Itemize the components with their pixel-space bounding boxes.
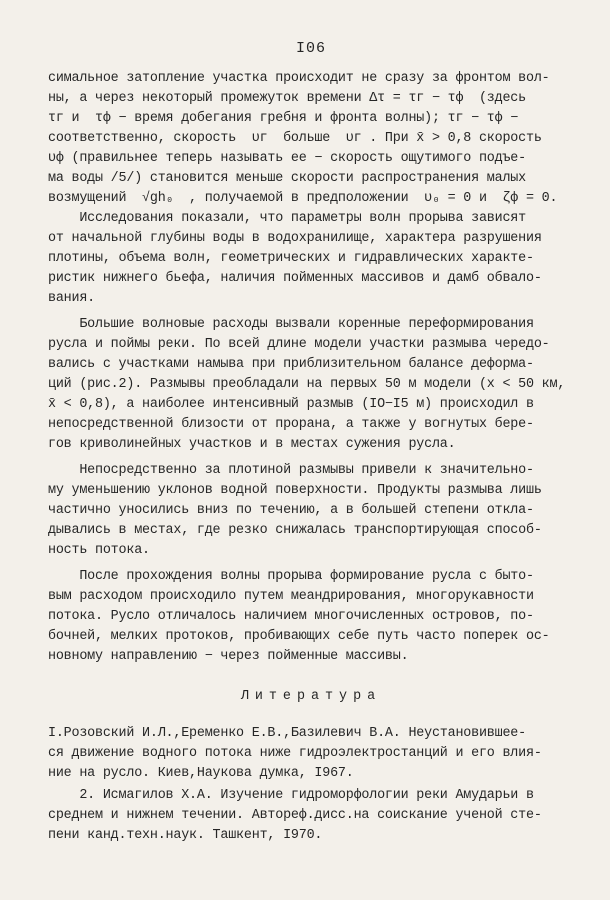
paragraph-3	[48, 315, 574, 455]
paragraph-4	[48, 461, 574, 561]
text-line: Исследования показали, что параметры волн прорыва зависят	[48, 211, 526, 226]
paragraph-2	[48, 209, 574, 309]
page-number: I06	[295, 40, 326, 57]
text-line: дывались в местах, где резко снижалась транспортирующая способ-	[48, 523, 542, 538]
text-line: вым расходом происходило путем меандрирования, многорукавности	[48, 589, 534, 604]
text-line: x̄ < 0,8), а наиболее интенсивный размыв (IO−I5 м) происходил в	[48, 397, 534, 412]
text-line: ние на русло. Киев,Наукова думка, I967.	[48, 766, 354, 781]
text-line: ность потока.	[48, 543, 150, 558]
text-line: ций (рис.2). Размывы преобладали на первых 50 м модели (x < 50 км,	[48, 377, 566, 392]
text-line: гов криволинейных участков и в местах сужения русла.	[48, 437, 456, 452]
text-line: новному направлению − через пойменные массивы.	[48, 649, 409, 664]
text-line: русла и поймы реки. По всей длине модели участки размыва чередо-	[48, 337, 550, 352]
text-line: потока. Русло отличалось наличием многочисленных островов, по-	[48, 609, 534, 624]
text-line: симальное затопление участка происходит не сразу за фронтом вол-	[48, 71, 550, 86]
text-line: Большие волновые расходы вызвали коренные переформирования	[48, 317, 534, 332]
text-line: ны, а через некоторый промежуток времени Δτ = τг − τф (здесь	[48, 91, 526, 106]
reference-2	[48, 786, 574, 846]
literature-heading: Литература	[240, 689, 382, 704]
text-line: непосредственной близости от прорана, а также у вогнутых бере-	[48, 417, 534, 432]
text-line: ристик нижнего бьефа, наличия пойменных массивов и дамб обвало-	[48, 271, 542, 286]
text-line: частично уносились вниз по течению, а в большей степени отклa-	[48, 503, 534, 518]
paragraph-5	[48, 567, 574, 667]
paragraph-1	[48, 69, 574, 209]
text-line: среднем и нижнем течении. Автореф.дисс.на соискание ученой сте-	[48, 808, 542, 823]
text-line: пени канд.техн.наук. Ташкент, I970.	[48, 828, 323, 843]
text-line: бочней, мелких протоков, пробивающих себе путь часто поперек ос-	[48, 629, 550, 644]
text-line: вались с участками намыва при приблизительном балансе деформа-	[48, 357, 534, 372]
text-line: му уменьшению уклонов водной поверхности. Продукты размыва лишь	[48, 483, 542, 498]
text-line: υф (правильнее теперь называть ее − скорость ощутимого подъе-	[48, 151, 526, 166]
text-line: I.Розовский И.Л.,Еременко Е.В.,Базилевич В.А. Неустановившее-	[48, 726, 526, 741]
text-line: вания.	[48, 291, 96, 306]
text-line: τг и τф − время добегания гребня и фронта волны); τг − τф −	[48, 111, 519, 126]
text-line: Непосредственно за плотиной размывы привели к значительно-	[48, 463, 534, 478]
text-line: 2. Исмагилов Х.А. Изучение гидроморфологии реки Амударьи в	[48, 788, 534, 803]
text-line: ся движение водного потока ниже гидроэлектростанций и его влия-	[48, 746, 542, 761]
text-line: соответственно, скорость υг больше υг . При x̄ > 0,8 скорость	[48, 131, 542, 146]
text-line: ма воды /5/) становится меньше скорости распространения малых	[48, 171, 526, 186]
text-line: После прохождения волны прорыва формирование русла с быто-	[48, 569, 534, 584]
text-line: от начальной глубины воды в водохранилище, характера разрушения	[48, 231, 542, 246]
text-line: возмущений √gh₀ , получаемой в предположении υ₀ = 0 и ζф = 0.	[48, 191, 558, 206]
reference-1	[48, 724, 574, 784]
text-line: плотины, объема волн, геометрических и гидравлических характе-	[48, 251, 534, 266]
